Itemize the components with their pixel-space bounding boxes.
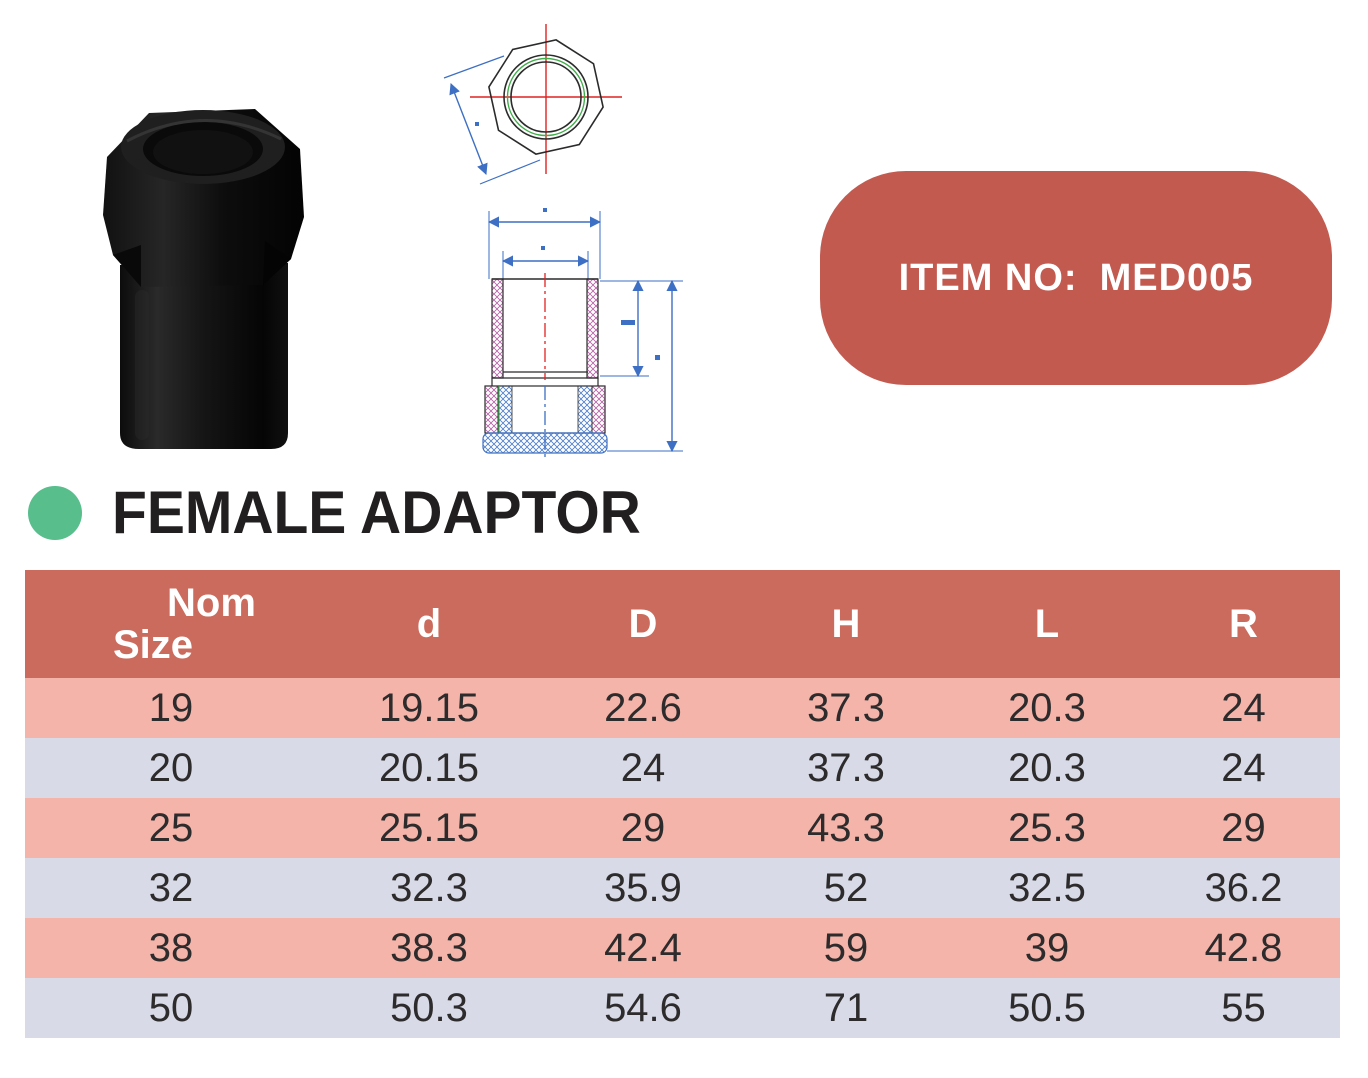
- table-cell: 43.3: [807, 805, 885, 850]
- table-cell: 24: [1221, 685, 1266, 730]
- table-cell: 50.5: [1008, 985, 1086, 1030]
- table-cell: 50.3: [390, 985, 468, 1030]
- table-cell: 29: [620, 805, 666, 850]
- table-cell: 55: [1221, 985, 1266, 1030]
- table-cell: 59: [823, 925, 869, 970]
- header-cell-H: H: [831, 601, 861, 646]
- table-row: [25, 918, 1340, 978]
- table-cell: 20.3: [1008, 685, 1086, 730]
- table-cell: 19.15: [378, 685, 480, 730]
- table-row: [25, 678, 1340, 738]
- table-cell: 29: [1221, 805, 1266, 850]
- table-cell: 25.3: [1008, 805, 1086, 850]
- table-cell: 25: [148, 805, 194, 850]
- table-cell: 38.3: [390, 925, 468, 970]
- header-cell-d: d: [416, 601, 442, 646]
- section-title-row: [28, 478, 669, 547]
- table-cell: 42.4: [604, 925, 682, 970]
- product-photo: [95, 95, 335, 460]
- table-cell: 52: [823, 865, 869, 910]
- table-cell: 32: [148, 865, 194, 910]
- header-size-line: Size: [113, 623, 194, 667]
- table-cell: 37.3: [807, 685, 885, 730]
- header-cell-R: R: [1229, 601, 1258, 646]
- item-number-badge: [820, 171, 1332, 385]
- table-row: [25, 858, 1340, 918]
- table-cell: 35.9: [604, 865, 682, 910]
- side-view-diagram: [455, 195, 705, 470]
- drawing-side-view: [455, 195, 705, 470]
- item-number-value: MED005: [1099, 256, 1254, 299]
- table-row: [25, 798, 1340, 858]
- table-row: [25, 738, 1340, 798]
- table-cell: 37.3: [807, 745, 885, 790]
- header-cell-D: D: [628, 601, 658, 646]
- table-header-row: [25, 570, 1340, 678]
- table-cell: 20.3: [1008, 745, 1086, 790]
- top-view-diagram: [430, 10, 720, 210]
- product-photo-image: [95, 95, 335, 460]
- header-cell-L: L: [1034, 601, 1060, 646]
- table-cell: 24: [1221, 745, 1266, 790]
- table-cell: 19: [148, 685, 194, 730]
- table-cell: 71: [823, 985, 869, 1030]
- table-row: [25, 978, 1340, 1038]
- table-cell: 25.15: [378, 805, 480, 850]
- drawing-top-view: [430, 10, 720, 210]
- table-cell: 24: [620, 745, 666, 790]
- table-cell: 32.5: [1008, 865, 1086, 910]
- table-cell: 20: [148, 745, 194, 790]
- item-number-label: ITEM NO:: [898, 256, 1078, 299]
- table-cell: 20.15: [378, 745, 480, 790]
- page-title: FEMALE ADAPTOR: [112, 479, 641, 546]
- header-nom-line: Nom: [167, 581, 256, 625]
- table-cell: 54.6: [604, 985, 682, 1030]
- spec-table: [25, 570, 1340, 1038]
- table-cell: 38: [148, 925, 194, 970]
- green-bullet-icon: [28, 486, 82, 540]
- table-cell: 39: [1024, 925, 1070, 970]
- table-cell: 22.6: [604, 685, 682, 730]
- table-cell: 32.3: [390, 865, 468, 910]
- table-cell: 42.8: [1204, 925, 1283, 970]
- table-cell: 50: [148, 985, 194, 1030]
- header-cell-nom-size: [25, 580, 317, 668]
- table-cell: 36.2: [1204, 865, 1283, 910]
